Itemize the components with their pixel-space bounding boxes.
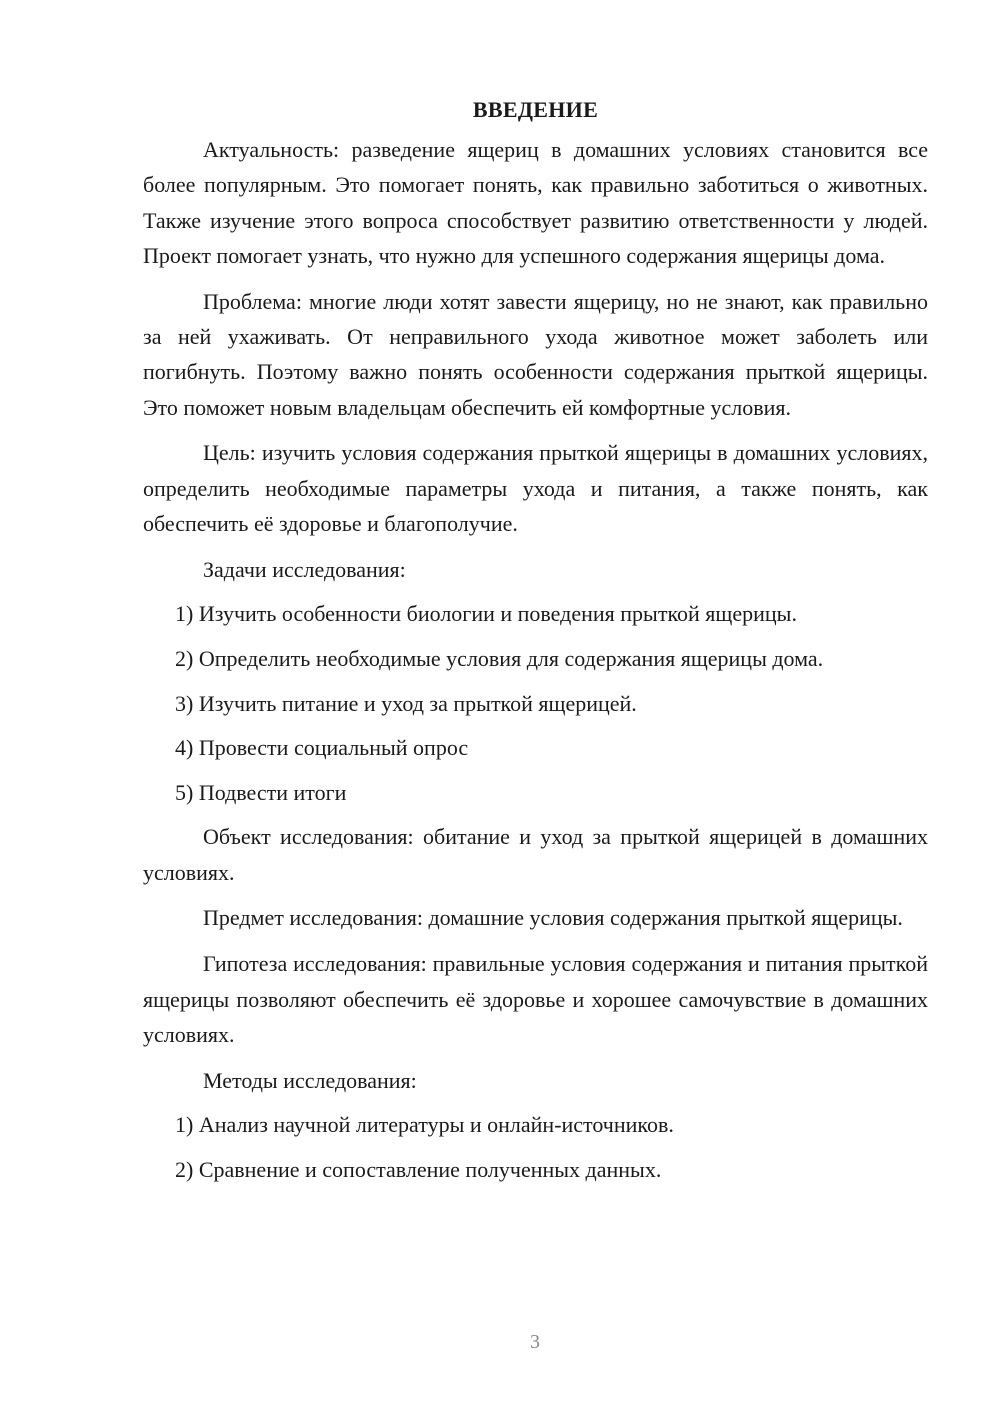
goal-paragraph: Цель: изучить условия содержания прыткой ящерицы в домашних условиях, определить необходимые параметры ухода и питания, а также понять, как обеспечить её здоровье и благополучие. [143, 440, 928, 536]
object-paragraph: Объект исследования: обитание и уход за прыткой ящерицей в домашних условиях. [143, 824, 928, 885]
section-title: ВВЕДЕНИЕ [472, 97, 599, 122]
methods-label: Методы исследования: [203, 1067, 417, 1093]
subject-paragraph: Предмет исследования: домашние условия содержания прыткой ящерицы. [203, 905, 903, 931]
task-item: 1) Изучить особенности биологии и поведения прыткой ящерицы. [175, 601, 797, 627]
tasks-label: Задачи исследования: [203, 556, 406, 582]
method-item: 1) Анализ научной литературы и онлайн-источников. [175, 1112, 674, 1138]
relevance-paragraph: Актуальность: разведение ящериц в домашних условиях становится все более популярным. Это помогает понять, как правильно заботиться о животных. Также изучение этого вопроса способствует развитию ответственности у людей. Проект помогает узнать, что нужно для успешного содержания ящерицы дома. [143, 137, 928, 268]
task-item: 3) Изучить питание и уход за прыткой ящерицей. [175, 690, 637, 716]
hypothesis-paragraph: Гипотеза исследования: правильные условия содержания и питания прыткой ящерицы позволяют обеспечить её здоровье и хорошее самочувствие в домашних условиях. [143, 951, 928, 1047]
page-number: 3 [530, 1331, 540, 1353]
document-page [143, 92, 928, 1196]
task-item: 5) Подвести итоги [175, 779, 347, 805]
problem-paragraph: Проблема: многие люди хотят завести ящерицу, но не знают, как правильно за ней ухаживать. От неправильного ухода животное может заболеть или погибнуть. Поэтому важно понять особенности содержания прыткой ящерицы. Это поможет новым владельцам обеспечить ей комфортные условия. [143, 288, 928, 420]
task-item: 2) Определить необходимые условия для содержания ящерицы дома. [175, 645, 824, 671]
method-item: 2) Сравнение и сопоставление полученных данных. [175, 1156, 662, 1182]
task-item: 4) Провести социальный опрос [175, 735, 469, 761]
